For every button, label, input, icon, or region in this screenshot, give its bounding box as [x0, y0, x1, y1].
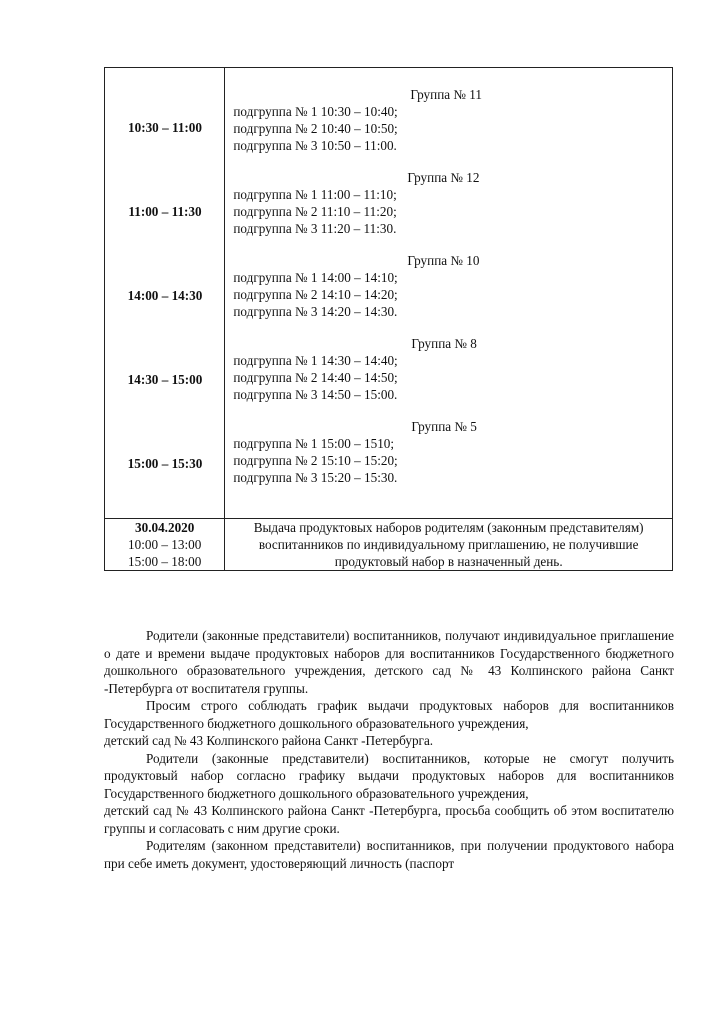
schedule-row-final — [105, 519, 673, 571]
subgroup-line: подгруппа № 2 10:40 – 10:50; — [233, 121, 398, 136]
subgroup-line: подгруппа № 3 14:50 – 15:00. — [233, 387, 398, 402]
note-paragraph-continuation: детский сад № 43 Колпинского района Санкт -Петербурга, просьба сообщить об этом воспитателю группы и согласовать с ним другие сроки. — [104, 803, 674, 836]
group-block — [233, 252, 672, 320]
groups-column — [225, 68, 673, 519]
time-slot: 11:00 – 11:30 — [128, 204, 202, 219]
final-description-cell — [225, 519, 673, 571]
time-slot: 14:30 – 15:00 — [127, 372, 203, 387]
group-title: Группа № 11 — [410, 87, 482, 102]
subgroup-line: подгруппа № 3 10:50 – 11:00. — [233, 138, 397, 153]
final-time-2: 15:00 – 18:00 — [128, 554, 202, 569]
note-paragraph-continuation: детский сад № 43 Колпинского района Санкт -Петербурга. — [104, 733, 434, 748]
subgroup-line: подгруппа № 3 14:20 – 14:30. — [233, 304, 398, 319]
subgroup-line: подгруппа № 3 11:20 – 11:30. — [233, 221, 397, 236]
final-description: Выдача продуктовых наборов родителям (законным представителям) воспитанников по индивидуальному приглашению, не получившие продуктовый набор в назначенный день. — [253, 520, 644, 569]
subgroup-line: подгруппа № 1 15:00 – 1510; — [233, 436, 395, 451]
time-slot: 15:00 – 15:30 — [127, 456, 203, 471]
final-time-1: 10:00 – 13:00 — [128, 537, 202, 552]
subgroup-line: подгруппа № 2 14:40 – 14:50; — [233, 370, 398, 385]
group-block — [233, 169, 672, 237]
final-date: 30.04.2020 — [135, 520, 195, 535]
note-paragraph: Родители (законные представители) воспитанников, получают индивидуальное приглашение о дате и времени выдаче продуктовых наборов для воспитанников Государственного бюджетного дошкольного образовательного учреждения, детского сад № 43 Колпинского района Санкт -Петербурга от воспитателя группы. — [104, 628, 674, 696]
subgroup-line: подгруппа № 1 11:00 – 11:10; — [233, 187, 397, 202]
group-title: Группа № 5 — [411, 419, 477, 434]
subgroup-line: подгруппа № 2 14:10 – 14:20; — [233, 287, 398, 302]
note-paragraph: Родителям (законном представители) воспитанников, при получении продуктового набора при себе иметь документ, удостоверяющий личность (паспорт — [104, 838, 674, 871]
note-paragraph: Родители (законные представители) воспитанников, которые не смогут получить продуктовый набор согласно графику выдачи продуктовых наборов для воспитанников Государственного бюджетного дошкольного образовательного учреждения, — [104, 750, 674, 801]
subgroup-line: подгруппа № 2 11:10 – 11:20; — [233, 204, 397, 219]
subgroup-line: подгруппа № 1 14:30 – 14:40; — [233, 353, 398, 368]
final-date-cell — [105, 519, 225, 571]
time-slot: 14:00 – 14:30 — [127, 288, 203, 303]
group-block — [233, 335, 672, 403]
group-title: Группа № 12 — [407, 170, 480, 185]
subgroup-line: подгруппа № 1 14:00 – 14:10; — [233, 270, 398, 285]
group-title: Группа № 8 — [411, 336, 477, 351]
schedule-table — [104, 67, 673, 571]
time-column — [105, 68, 225, 519]
subgroup-line: подгруппа № 1 10:30 – 10:40; — [233, 104, 398, 119]
subgroup-line: подгруппа № 2 15:10 – 15:20; — [233, 453, 398, 468]
note-paragraph: Просим строго соблюдать график выдачи продуктовых наборов для воспитанников Государственного бюджетного дошкольного образовательного учреждения, — [104, 698, 674, 731]
time-slot: 10:30 – 11:00 — [128, 120, 202, 135]
group-block — [233, 418, 672, 486]
notes-section — [104, 627, 674, 872]
schedule-row-groups — [105, 68, 673, 519]
group-block — [233, 86, 672, 154]
subgroup-line: подгруппа № 3 15:20 – 15:30. — [233, 470, 398, 485]
group-title: Группа № 10 — [407, 253, 480, 268]
